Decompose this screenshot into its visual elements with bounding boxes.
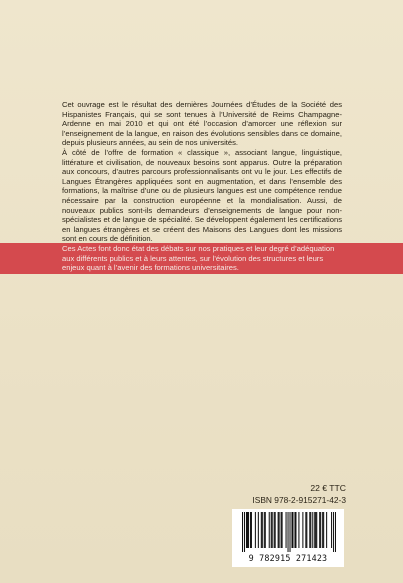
barcode-bar xyxy=(302,512,303,548)
barcode-bar xyxy=(246,512,247,548)
barcode-bar xyxy=(275,512,276,548)
barcode-bar xyxy=(272,512,273,548)
barcode-bar xyxy=(319,512,320,548)
barcode-bar xyxy=(331,512,332,548)
barcode-bar xyxy=(282,512,283,548)
barcode-bar xyxy=(278,512,279,548)
barcode-bar xyxy=(242,512,243,552)
barcode-bar xyxy=(281,512,282,548)
barcode-bar xyxy=(261,512,262,548)
barcode-bar xyxy=(251,512,252,548)
barcode-bar xyxy=(298,512,299,548)
barcode-bar xyxy=(279,512,280,548)
isbn-label: ISBN 978-2-915271-42-3 xyxy=(252,495,346,505)
barcode-bar xyxy=(312,512,313,548)
barcode-bar xyxy=(326,512,327,548)
barcode-bar xyxy=(289,512,290,552)
band-text: Ces Actes font donc état des débats sur nos pratiques et leur degré d’adéquation aux différents publics et à leurs attentes, sur l’évolution des structures et leurs enjeux quant à l’avenir des formations universitaires. xyxy=(62,244,335,273)
barcode-bar xyxy=(335,512,336,552)
barcode-bar xyxy=(295,512,296,548)
barcode-bar xyxy=(247,512,248,548)
barcode-bar xyxy=(258,512,259,548)
barcode-bar xyxy=(244,512,245,552)
summary-paragraph-1: Cet ouvrage est le résultat des dernières Journées d’Études de la Société des Hispanistes Français, qui se sont tenues à l’Université de Reims Champagne-Ardenne en mai 2010 et qui ont été l’occasion d’amorcer une réflexion sur l’enseignement de la langue, en raison des évolutions sensibles dans ce domaine, depuis plusieurs années, au sein de nos universités. xyxy=(62,100,342,148)
barcode-bar xyxy=(264,512,265,548)
barcode-bar xyxy=(265,512,266,548)
summary-text xyxy=(62,100,342,244)
barcode-bar xyxy=(262,512,263,548)
barcode-bar xyxy=(271,512,272,548)
barcode-bar xyxy=(294,512,295,548)
barcode-bar xyxy=(315,512,316,548)
barcode-bar xyxy=(286,512,287,548)
barcode-bar xyxy=(248,512,249,548)
barcode-bar xyxy=(322,512,323,548)
barcode-bar xyxy=(274,512,275,548)
barcode-bar xyxy=(292,512,293,548)
barcode xyxy=(232,509,344,567)
barcode-bars xyxy=(242,512,336,552)
barcode-bar xyxy=(316,512,317,548)
barcode-bar xyxy=(310,512,311,548)
barcode-bar xyxy=(333,512,334,552)
barcode-digits: 9 782915 271423 xyxy=(248,553,328,563)
barcode-bar xyxy=(291,512,292,548)
barcode-bar xyxy=(305,512,306,548)
barcode-bar xyxy=(314,512,315,548)
price-label: 22 € TTC xyxy=(310,483,346,493)
barcode-bar xyxy=(306,512,307,548)
barcode-bar xyxy=(250,512,251,548)
barcode-bar xyxy=(323,512,324,548)
barcode-bar xyxy=(309,512,310,548)
barcode-bar xyxy=(288,512,289,552)
barcode-bar xyxy=(320,512,321,548)
barcode-bar xyxy=(255,512,256,548)
summary-paragraph-2: À côté de l’offre de formation « classique », associant langue, linguistique, littérature et civilisation, de nouveaux besoins sont apparus. Outre la préparation aux concours, d’autres parcours professionnalisants ont vu le jour. Les effectifs de Langues Étrangères appliquées sont en augmentation, et dans l’ensemble des formations, la maîtrise d’une ou de plusieurs langues est une compétence rendue nécessaire par la construction européenne et la mondialisation. Aussi, de nouveaux publics sont-ils demandeurs d’enseignements de langue pour non-spécialistes et de langue de spécialité. Se développent également les certifications en langues étrangères et se créent des Maisons des Langues dont les missions sont en cours de définition. xyxy=(62,147,342,244)
barcode-bar xyxy=(269,512,270,548)
